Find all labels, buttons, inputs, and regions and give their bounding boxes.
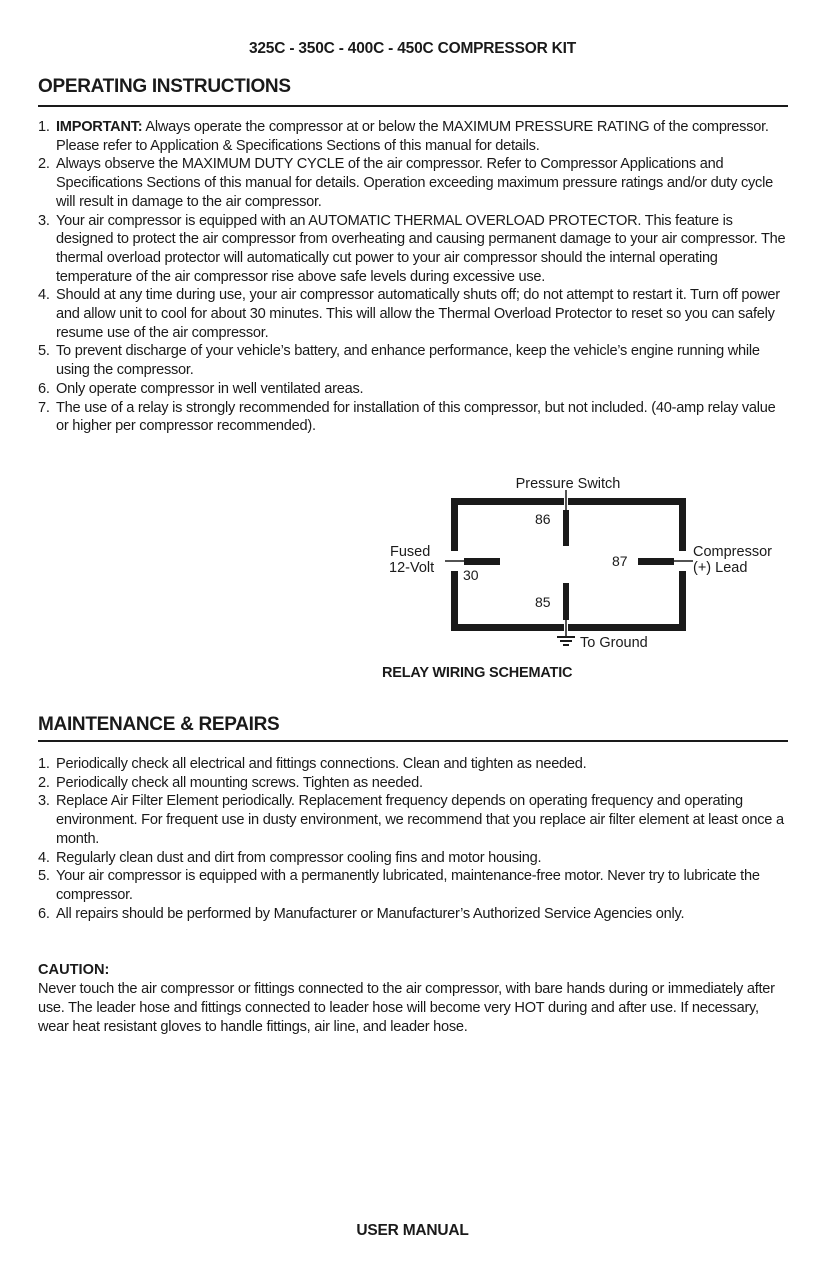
important-label: IMPORTANT:: [56, 119, 143, 135]
list-item: [38, 774, 788, 793]
item-text: Replace Air Filter Element periodically. Replacement frequency depends on operating frequency and operating environment. For frequent use in dusty environment, we recommend that you replace air filter element at least once a month.: [56, 793, 784, 847]
operating-instructions-list: [38, 118, 788, 436]
terminal-30-label: 30: [463, 567, 479, 583]
maintenance-list: [38, 755, 788, 923]
list-item: [38, 380, 788, 399]
list-item: [38, 212, 788, 287]
item-number: 1.: [38, 756, 50, 772]
item-text: Periodically check all mounting screws. Tighten as needed.: [56, 774, 423, 791]
item-number: 5.: [38, 343, 50, 360]
caution-heading: CAUTION:: [38, 962, 110, 978]
compressor-label: Compressor: [693, 544, 772, 560]
item-text: Your air compressor is equipped with a permanently lubricated, maintenance-free motor. Never try to lubricate the compressor.: [56, 868, 760, 903]
fused-label: Fused: [390, 544, 431, 560]
item-text: Regularly clean dust and dirt from compressor cooling fins and motor housing.: [56, 849, 542, 866]
item-text: Should at any time during use, your air compressor automatically shuts off; do not attempt to restart it. Turn off power and allow unit to cool for about 30 minutes. This will allow the Thermal Overload Protector to reset so you can safely resume use of the air compressor.: [56, 287, 780, 341]
list-item: [38, 399, 788, 436]
terminal-86-label: 86: [535, 511, 551, 527]
item-text: Your air compressor is equipped with an AUTOMATIC THERMAL OVERLOAD PROTECTOR. This feature is designed to protect the air compressor from overheating and causing permanent damage to your air compressor. The thermal overload protector will automatically cut power to your air compressor should the internal operating temperature of the air compressor rise above safe levels during excessive use.: [56, 212, 786, 285]
twelve-volt-label: 12-Volt: [389, 560, 435, 576]
maintenance-heading: MAINTENANCE & REPAIRS: [38, 714, 280, 735]
item-number: 2.: [38, 156, 50, 173]
item-number: 1.: [38, 119, 50, 135]
terminal-87-label: 87: [612, 553, 628, 569]
list-item: [38, 755, 788, 774]
operating-instructions-heading: OPERATING INSTRUCTIONS: [38, 76, 291, 97]
relay-frame: [451, 498, 686, 631]
section-divider: [38, 740, 788, 742]
item-number: 5.: [38, 868, 50, 885]
item-number: 4.: [38, 287, 50, 304]
item-text: Periodically check all electrical and fittings connections. Clean and tighten as needed.: [56, 756, 587, 772]
caution-text: Never touch the air compressor or fittings connected to the air compressor, with bare hands during or immediately after use. The leader hose and fittings connected to leader hose will become very HOT during and after use. If necessary, wear heat resistant gloves to handle fittings, air line, and leader hose.: [38, 981, 775, 1035]
list-item: [38, 905, 788, 924]
item-text: Always observe the MAXIMUM DUTY CYCLE of the air compressor. Refer to Compressor Applications and Specifications Sections of this manual for details. Operation exceeding maximum pressure ratings and/or duty cycle will result in damage to the air compressor.: [56, 156, 773, 210]
item-text: To prevent discharge of your vehicle’s battery, and enhance performance, keep the vehicle’s engine running while using the compressor.: [56, 343, 760, 379]
ground-icon: [557, 636, 575, 646]
list-item: [38, 849, 788, 868]
footer-label: USER MANUAL: [356, 1222, 469, 1239]
item-number: 2.: [38, 774, 50, 791]
to-ground-label: To Ground: [580, 635, 648, 651]
list-item: [38, 342, 788, 379]
relay-wiring-schematic: [380, 470, 800, 690]
list-item: [38, 118, 788, 155]
item-text: Always operate the compressor at or below the MAXIMUM PRESSURE RATING of the compressor. Please refer to Application & Specifications Sections of this manual for details.: [56, 119, 769, 154]
list-item: [38, 286, 788, 342]
list-item: [38, 155, 788, 211]
list-item: [38, 867, 788, 904]
item-number: 6.: [38, 380, 50, 397]
list-item: [38, 792, 788, 848]
item-text: The use of a relay is strongly recommended for installation of this compressor, but not included. (40-amp relay value or higher per compressor recommended).: [56, 399, 776, 435]
item-number: 6.: [38, 905, 50, 922]
pressure-switch-label: Pressure Switch: [515, 476, 621, 492]
item-number: 7.: [38, 399, 50, 416]
item-number: 4.: [38, 849, 50, 866]
document-title: 325C - 350C - 400C - 450C COMPRESSOR KIT: [248, 40, 577, 57]
positive-lead-label: (+) Lead: [693, 560, 748, 576]
schematic-caption: RELAY WIRING SCHEMATIC: [382, 665, 573, 681]
terminal-85-label: 85: [535, 594, 551, 610]
item-text: All repairs should be performed by Manufacturer or Manufacturer’s Authorized Service Agencies only.: [56, 905, 685, 922]
item-text: Only operate compressor in well ventilated areas.: [56, 380, 364, 397]
item-number: 3.: [38, 212, 50, 229]
section-divider: [38, 105, 788, 107]
item-number: 3.: [38, 793, 50, 810]
